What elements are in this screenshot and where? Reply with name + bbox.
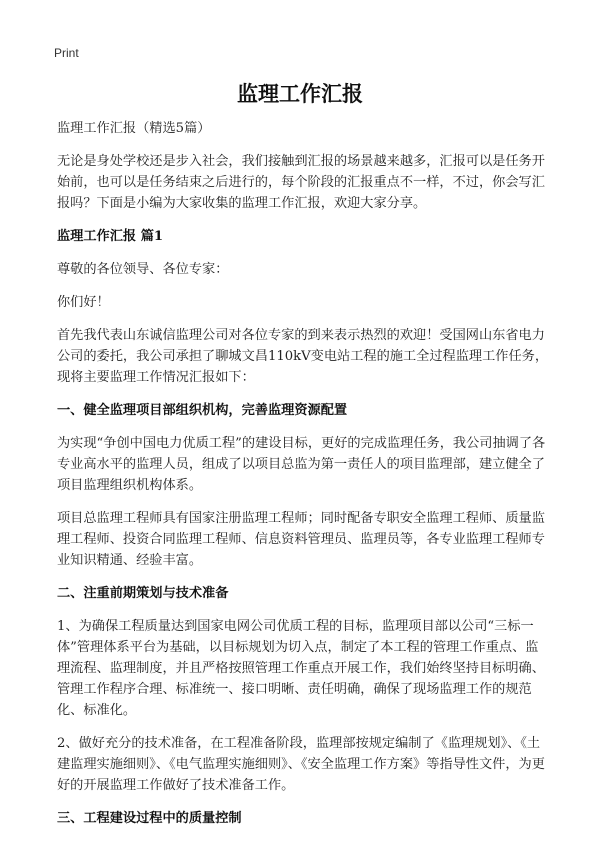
heading-quality-control: 三、工程建设过程中的质量控制 (57, 811, 242, 826)
organization-paragraph-1: 为实现“争创中国电力优质工程”的建设目标，更好的完成监理任务，我公司抽调了各专业高水平的监理人员，组成了以项目总监为第一责任人的项目监理部，建立健全了项目监理组织机构体系。 (57, 436, 546, 493)
document-subtitle: 监理工作汇报（精选5篇） (57, 121, 211, 136)
page-title: 监理工作汇报 (237, 81, 363, 106)
heading-preparation: 二、注重前期策划与技术准备 (57, 586, 229, 601)
intro-paragraph: 无论是身处学校还是步入社会，我们接触到汇报的场景越来越多，汇报可以是任务开始前，也可以是任务结束之后进行的，每个阶段的汇报重点不一样，不过，你会写汇报吗？下面是小编为大家收集的监理工作汇报，欢迎大家分享。 (57, 154, 545, 211)
heading-organization: 一、健全监理项目部组织机构，完善监理资源配置 (57, 403, 348, 418)
document-body (57, 118, 549, 841)
organization-paragraph-2: 项目总监理工程师具有国家注册监理工程师；同时配备专职安全监理工程师、质量监理工程师、投资合同监理工程师、信息资料管理员、监理员等，各专业监理工程师专业知识精通、经验丰富。 (57, 511, 545, 568)
print-link[interactable]: Print (54, 46, 79, 60)
hello-paragraph: 你们好！ (57, 295, 110, 310)
section-heading: 监理工作汇报 篇1 (57, 229, 164, 244)
preparation-paragraph-1: 1、为确保工程质量达到国家电网公司优质工程的目标，监理项目部以公司“三标一体”管理体系平台为基础，以目标规划为切入点，制定了本工程的管理工作重点、监理流程、监理制度，并且严格按照管理工作重点开展工作，我们始终坚持目标明确、管理工作程序合理、标准统一、接口明晰、责任明确，确保了现场监理工作的规范化、标准化。 (57, 619, 545, 718)
preparation-paragraph-2: 2、做好充分的技术准备，在工程准备阶段，监理部按规定编制了《监理规划》、《土建监理实施细则》、《电气监理实施细则》、《安全监理工作方案》等指导性文件，为更好的开展监理工作做好了技术准备工作。 (57, 736, 545, 793)
greeting-paragraph: 尊敬的各位领导、各位专家： (57, 262, 229, 277)
welcome-paragraph: 首先我代表山东诚信监理公司对各位专家的到来表示热烈的欢迎！受国网山东省电力公司的委托，我公司承担了聊城文昌110kV变电站工程的施工全过程监理工作任务，现将主要监理工作情况汇报如下： (57, 328, 549, 385)
